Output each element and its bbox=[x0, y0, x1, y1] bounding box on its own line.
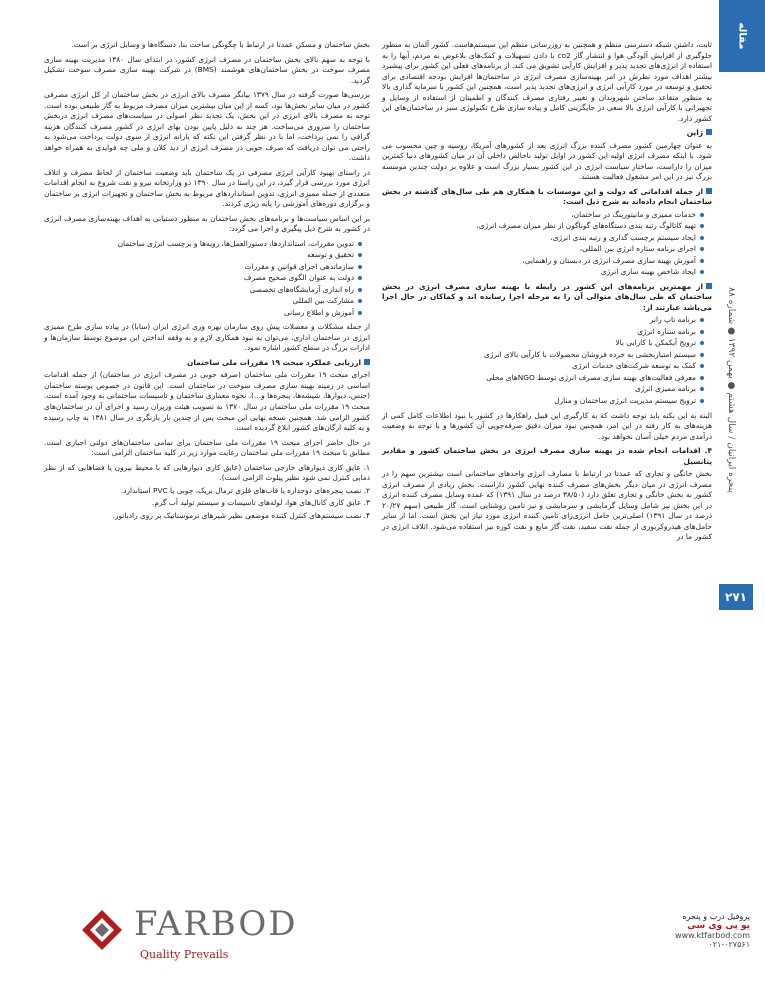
list-item: سازماندهی اجرای قوانین و مقررات bbox=[44, 262, 362, 273]
list-item: برنامه تاپ رانر bbox=[382, 315, 704, 326]
section-tab bbox=[719, 0, 765, 72]
list-item: سیستم امتیازبخشی به خرده فروشان محصولات با کارآیی بالای انرژی bbox=[382, 350, 704, 361]
paragraph: در راستای بهبود کارآیی انرژی مصرفی در یک ساختمان باید وضعیت ساختمان از لحاظ مصرف و اتلاف انرژی مورد بررسی قرار گیرد، در این راستا در سال ۱۳۹۰ دو وزارتخانه نیرو و نفت شروع به انجام اقدامات متعددی از جمله ممیزی انرژی، تدوین استانداردهای مربوط به بخش ساختمان و تجهیزات انرژی بر ساختمان و برگزاری دوره‌های آموزشی را پایه ریزی کردند. bbox=[44, 167, 370, 209]
list-item: ترویج سیستم مدیریت انرژی ساختمان و منازل bbox=[382, 396, 704, 407]
list-item: ۳. عایق کاری کانال‌های هوا، لوله‌های تاسیسات و سیستم تولید آب گرم. bbox=[152, 498, 370, 508]
list-item: برنامه ستاره انرژی bbox=[382, 327, 704, 338]
square-bullet-icon bbox=[706, 188, 712, 194]
section-heading-4: ۴. اقدامات انجام شده در بهینه سازی مصرف انرژی در بخش ساختمان کشور و مقادیر پتانسیل bbox=[382, 446, 712, 466]
square-bullet-icon bbox=[364, 359, 370, 365]
paragraph: به عنوان چهارمین کشور مصرف کننده بزرگ انرژی بعد از کشورهای آمریکا، روسیه و چین محسوب می شود. با اینکه مصرف انرژی اولیه این کشور در اوایل تولید ناخالص داخلی آن در میان کشورهای دنیا کمترین میزان را داراست، ساختار سیاست انرژی در این کشور بسیار بزرگ است و علاوه بر دولت چندین موسسه بزرگ نیز در این امر مشغول فعالیت هستند. bbox=[382, 140, 712, 182]
requirements-list bbox=[44, 463, 370, 522]
section-tab-label: مقاله bbox=[736, 22, 748, 50]
heading-text: ارزیابی عملکرد مبحث ۱۹ مقررات ملی ساختمان bbox=[187, 357, 361, 367]
paragraph: با توجه به سهم بالای بخش ساختمان در مصرف انرژی کشور، در ابتدای سال ۱۳۸۰ مدیریت بهینه سازی مصرف سوخت در بخش ساختمان‌های هوشمند (BMS) در شرکت بهینه سازی مصرف سوخت تشکیل گردید. bbox=[44, 54, 371, 85]
list-item: خدمات ممیزی و مانیتورینگ در ساختمان، bbox=[382, 210, 704, 221]
ad-line-2: یو پی وی سی bbox=[687, 921, 750, 931]
heading-text: ژاپن bbox=[686, 128, 703, 138]
section-heading-arzyabi bbox=[44, 358, 370, 369]
list-item: برنامه ممیزی انرژی bbox=[382, 384, 704, 395]
list-item: تحقیق و توسعه bbox=[44, 250, 362, 261]
paragraph: اجرای مبحث ۱۹ مقررات ملی ساختمان (صرفه جویی در مصرف انرژی در ساختمان) از جمله اقدامات اساسی در زمینه بهینه سازی مصرف سوخت در ساختمان است. این قانون در خصوص پوسته ساختمان (جنس، دیوارها، شیشه‌ها، پنجره‌ها و...)، نحوه معماری ساختمان و تاسیسات ساختمانی به وجود آمده است. مبحث ۱۹ مقررات ملی ساختمان در سال ۱۳۷۰ به تصویب هیئت وزیران رسید و اجرای آن در ساختمان‌های کشور الزامی شد. همچنین نسخه نهایی این مبحث پس از چندین بار بازنگری در سال ۱۳۸۱ به چاپ رسیده و به کلیه ارگان‌های کشور ابلاغ گردیده است. bbox=[44, 370, 370, 433]
list-item: تدوین مقررات، استانداردها، دستورالعمل‌ها، رویه‌ها و برچسب انرژی ساختمان bbox=[44, 239, 362, 250]
brand-tagline: Quality Prevails bbox=[140, 948, 229, 961]
section-heading-measures bbox=[382, 187, 712, 208]
list-item: آموزش و اطلاع رسانی bbox=[44, 308, 362, 319]
list-item: ایجاد سیستم برچسب گذاری و رتبه بندی انرژی، bbox=[382, 233, 704, 244]
paragraph: بررسی‌ها صورت گرفته در سال ۱۳۷۹ بیانگر مصرف بالای انرژی در بخش ساختمان از کل انرژی مصرفی کشور در میان سایر بخش‌ها بود، کسه از این میان بیشترین میزان مصرف مربوط به گاز طبیعی بوده است. توجه به مصرف بالای انرژی در این بخش، یک تجدید نظر اصولی در سیاست‌های مصرف انرژی دربخش ساختمان را ضروری می‌ساخت. هر چند به دلیل پایین بودن بهای انرژی در کشور مصرف کنندگان هزینه گزافی را نمی پرداخت، اما با در نظر گرفتن این نکته که یارانه انرژی از سوی دولت پرداخت می‌شود به راحتی می توان دریافت که صرف جویی در مصرف انرژی از دید کلان و ملی چه فوایدی به همراه خواهد داشت. bbox=[44, 90, 370, 163]
advertisement-footer bbox=[0, 898, 765, 990]
ad-line-1: پروفیل درب و پنجره bbox=[682, 912, 750, 921]
list-item: ترویج آیکمکن با کارایی بالا bbox=[382, 338, 704, 349]
list-item: دولت به عنوان الگوی صحیح مصرف bbox=[44, 273, 362, 284]
farbod-logo-icon bbox=[78, 906, 126, 954]
paragraph: بر این اساس سیاست‌ها و برنامه‌های بخش ساختمان به منظور دستیابی به اهداف بهینه‌سازی مصرف انرژی در کشور به شرح ذیل پیگیری و اجرا می گردد: bbox=[44, 213, 370, 234]
ad-text bbox=[590, 912, 750, 949]
ad-phone: ۰۲۱-۰۲۷۵۶۱ bbox=[708, 940, 750, 949]
paragraph: بخش ساختمان و مسکن عمدتا در ارتباط با چگونگی ساخت بنا، دستگاه‌ها و وسایل انرژی بر است. bbox=[71, 40, 370, 49]
square-bullet-icon bbox=[706, 283, 712, 289]
paragraph: در حال حاضر اجرای مبحث ۱۹ مقررات ملی ساختمان برای تمامی ساختمان‌های دولتی اجباری است. مطابق با مبحث ۱۹ مقررات ملی ساختمان رعایت موارد زیر در کلیه ساختمان الزامی است: bbox=[44, 437, 370, 458]
list-item: ۴. نصب سیستم‌های کنترل کننده موضعی نظیر شیرهای ترموستاتیک بر روی رادیاتور. bbox=[112, 510, 370, 520]
page-number: ۲۷۱ bbox=[719, 584, 753, 610]
list-item: راه اندازی آزمایشگاه‌های تخصصی bbox=[44, 285, 362, 296]
list-item: ۲. نصب پنجره‌های دوجداره یا قاب‌های فلزی ترمال بریک، چوبی یا PVC استاندارد. bbox=[120, 485, 370, 495]
left-column bbox=[44, 40, 370, 910]
issue-meta bbox=[711, 140, 751, 640]
list-item: اجرای برنامه ستاره انرژی بین المللی، bbox=[382, 244, 704, 255]
heading-text: از جمله اقداماتی که دولت و این موسسات با همکاری هم طی سال‌های گذشته در بخش ساختمان انجام داده‌اند به شرح ذیل است: bbox=[382, 186, 712, 207]
ad-website: www.ktfarbod.com bbox=[675, 931, 750, 940]
brand-name: FARBOD bbox=[134, 904, 298, 944]
measures-list bbox=[382, 210, 712, 278]
section-heading-japan bbox=[382, 128, 712, 139]
paragraph: بخش خانگی و تجاری که عمدتا در ارتباط با مصارف انرژی واحدهای ساختمانی است بیشترین سهم را در مصرف انرژی در میان دیگر بخش‌های مصرف کننده نهایی کشور داراست. بخش زیادی از مصرف انرژی کشور به بخش خانگی و تجاری تعلق دارد (۳۸/۵۰ درصد در سال ۱۳۹۱) که عمده وسایل مصرف کننده انرژی در این بخش نیز شامل وسایل گرمایشی و سرمایشی و نیز تامین روشنایی است. گاز طبیعی (سهم ۲۰/۲۷ درصد در سال ۱۳۹۱) اصلی‌ترین حامل انرژی‌زای تامین کننده انرژی مورد نیاز این بخش است. اما از سایر حامل‌های هیدروکربوری از جمله نفت سفید، نفت گاز مایع و نفت کوره نیز استفاده می‌شود. اتلاف انرژی در کشور ما در bbox=[382, 469, 712, 542]
square-bullet-icon bbox=[706, 129, 712, 135]
list-item: مشارکت بین المللی bbox=[44, 296, 362, 307]
list-item: تهیه کاتالوگ رتبه بندی دستگاه‌های گوناگون از نظر میزان مصرف انرژی، bbox=[382, 221, 704, 232]
list-item: آموزش بهینه سازی مصرف انرژی در دبستان و راهنمایی، bbox=[382, 256, 704, 267]
right-column bbox=[382, 40, 712, 900]
paragraph: البته به این نکته باید توجه داشت که به کارگیری این قبیل راهکارها در کشور با نبود اطلاعات کامل کمی از هزینه‌های به کار رفته در این امر، همچنین نبود میزان دقیق صرفه‌جویی آن کشورها و با توجه به وضعیت درآمدی مردم خیلی آسان نخواهد بود. bbox=[382, 410, 712, 441]
paragraph: ثابت، داشتن شبکه دسترسی منظم و همچنین به روزرسانی منظم این سیستم‌هاست. کشور آلمان به منظور جلوگیری از افزایش آلودگی هوا و انتشار گاز co2 با دادن تسهیلات و کمک‌های بلاعوض به مردم، آنها را به استفاده از انرژی‌های تجدید پذیر و افزایش کارآیی تشویق می کند. از برنامه‌های فعلی این کشور برای پیشبرد بیشتر اهداف مورد نظرش در امر بهینه‌سازی مصرف انرژی در ساختمان‌ها افزایش بودجه اقتصادی برای تحقیق و توسعه در مورد کارآیی انرژی و انرژی‌های تجدید پذیر است، همچنین این کشور با سرمایه گذاری بالا به منظور متقاعد ساختن شهروندان و تغییر رفتاری مصرف کنندگان و اطمینان از استفاده از وسایل و تجهیزاتی با کارآیی انرژی بالا سعی در جایگزینی کامل و پیاده سازی طرح تکنولوژی سبز در ساختمان‌های این کشور دارد. bbox=[382, 40, 712, 123]
section-heading-programs bbox=[382, 282, 712, 314]
issue-meta-text: پنجره ایرانیان / سال هشتم ● بهمن ۱۳۹۲ ● شماره ۸۸ bbox=[726, 287, 736, 493]
policy-list bbox=[44, 239, 370, 319]
heading-text: از مهمترین برنامه‌های این کشور در رابطه با بهینه سازی مصرف انرژی در بخش ساختمان که طی سال‌های متوالی آن را به مرحله اجرا رسانده اند و کماکان در حال اجرا می‌باشد عبارتند از: bbox=[382, 281, 712, 312]
list-item: ۱. عایق کاری دیوارهای خارجی ساختمان (عایق کاری دیوارهایی که با محیط بیرون یا فضاهایی که از نظر دمایی کنترل نمی شود نظیر پیلوت الزامی است). bbox=[44, 462, 370, 483]
list-item: معرفی فعالیت‌های بهینه سازی مصرف انرژی توسط NGOهای محلی bbox=[382, 373, 704, 384]
paragraph: از جمله مشکلات و معضلات پیش روی سازمان بهره وری انرژی ایران (سابا) در پیاده سازی طرح ممیزی انرژی در ساختمان اداری، می‌توان به نبود همکاری لازم و به وقفه انداختن این موضوع توسط سازمان‌ها و ادارات بزرگ در سطح کشور اشاره نمود. bbox=[44, 322, 370, 353]
programs-list bbox=[382, 315, 712, 406]
list-item: ایجاد شاخص بهینه سازی انرژی bbox=[382, 267, 704, 278]
list-item: کمک به توسعه شرکت‌های خدمات انرژی bbox=[382, 361, 704, 372]
